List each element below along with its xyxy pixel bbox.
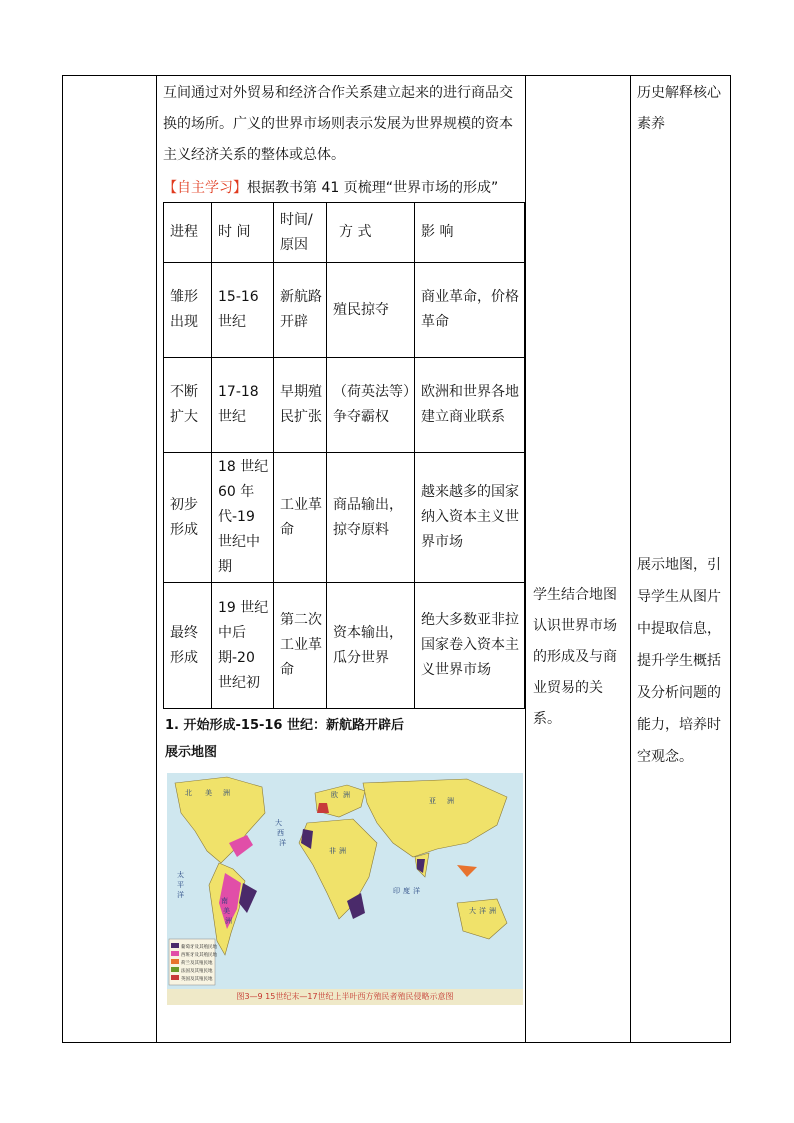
table-cell: 工业革命 [274, 453, 327, 583]
legend-label: 法国及其殖民地 [181, 969, 213, 974]
table-cell: 雏形出现 [164, 263, 212, 358]
map-label: 大 [275, 819, 282, 827]
table-header-cell: 进程 [164, 203, 212, 263]
map-label: 欧 [331, 791, 338, 799]
table-row [164, 453, 525, 583]
table-cell: （荷英法等）争夺霸权 [327, 358, 415, 453]
market-formation-table [163, 202, 525, 709]
column-divider [525, 76, 526, 1042]
world-map-image [167, 773, 523, 989]
map-label: 洲 [225, 917, 232, 925]
table-cell: 17-18世纪 [212, 358, 274, 453]
map-label: 大 [469, 907, 476, 915]
map-label: 北 [185, 789, 192, 797]
legend-label: 英国及其殖民地 [181, 977, 213, 982]
self-study-tag: 【自主学习】 [163, 180, 247, 196]
self-study-heading [163, 177, 498, 199]
legend-swatch [171, 967, 179, 972]
map-label: 非 [329, 847, 336, 855]
map-label: 洲 [489, 907, 496, 915]
literacy-goal: 历史解释核心素养 [637, 85, 721, 132]
legend-swatch [171, 975, 179, 980]
show-map-label: 展示地图 [165, 745, 218, 760]
table-cell: 15-16世纪 [212, 263, 274, 358]
table-header-cell: 影 响 [415, 203, 525, 263]
map-caption: 图3—9 15世纪末—17世纪上半叶西方殖民者殖民侵略示意图 [167, 989, 523, 1005]
map-label: 洋 [177, 891, 184, 899]
table-cell: 初步形成 [164, 453, 212, 583]
table-cell: 绝大多数亚非拉国家卷入资本主义世界市场 [415, 583, 525, 709]
table-row [164, 263, 525, 358]
lesson-table [62, 75, 731, 1043]
map-label: 度 [403, 887, 410, 895]
table-cell: 资本输出，瓜分世界 [327, 583, 415, 709]
table-cell: 欧洲和世界各地建立商业联系 [415, 358, 525, 453]
point-1-heading: 1. 开始形成-15-16 世纪：新航路开辟后 [165, 718, 405, 733]
table-cell: 19 世纪中后期-20 世纪初 [212, 583, 274, 709]
self-study-text: 根据教书第 41 页梳理“世界市场的形成” [247, 180, 499, 196]
legend-label: 荷兰及其殖民地 [181, 961, 213, 966]
student-activity: 学生结合地图认识世界市场的形成及与商业贸易的关系。 [533, 587, 617, 727]
map-label: 洋 [413, 887, 420, 895]
colonial-expansion-map [167, 773, 523, 1005]
map-label: 西 [277, 829, 284, 837]
table-cell: 早期殖民扩张 [274, 358, 327, 453]
intro-paragraph: 互间通过对外贸易和经济合作关系建立起来的进行商品交换的场所。广义的世界市场则表示发展为世界规模的资本主义经济关系的整体或总体。 [163, 85, 513, 163]
table-cell: 殖民掠夺 [327, 263, 415, 358]
table-cell: 越来越多的国家纳入资本主义世界市场 [415, 453, 525, 583]
design-intent: 展示地图，引导学生从图片中提取信息，提升学生概括及分析问题的能力，培养时空观念。 [637, 557, 721, 765]
table-row [164, 358, 525, 453]
table-header-cell: 时间/原因 [274, 203, 327, 263]
map-label: 美 [223, 907, 230, 915]
legend-label: 西班牙及其殖民地 [181, 953, 217, 958]
column-divider [630, 76, 631, 1042]
map-label: 洲 [339, 847, 346, 855]
table-cell: 不断扩大 [164, 358, 212, 453]
table-header-cell: 方 式 [327, 203, 415, 263]
map-label: 洲 [223, 789, 230, 797]
map-label: 南 [221, 897, 228, 905]
table-header-row [164, 203, 525, 263]
map-legend [169, 939, 217, 985]
map-label: 洲 [447, 797, 454, 805]
map-label: 印 [393, 887, 400, 895]
legend-swatch [171, 951, 179, 956]
legend-swatch [171, 959, 179, 964]
map-label: 亚 [429, 797, 436, 805]
table-cell: 第二次工业革命 [274, 583, 327, 709]
map-label: 太 [177, 871, 184, 879]
map-label: 洲 [343, 791, 350, 799]
table-cell: 商品输出，掠夺原料 [327, 453, 415, 583]
legend-label: 葡萄牙及其殖民地 [181, 945, 217, 950]
table-header-cell: 时 间 [212, 203, 274, 263]
table-cell: 商业革命，价格革命 [415, 263, 525, 358]
map-label: 洋 [279, 839, 286, 847]
map-label: 平 [177, 881, 184, 889]
table-row [164, 583, 525, 709]
map-label: 美 [205, 789, 212, 797]
table-cell: 新航路开辟 [274, 263, 327, 358]
map-label: 洋 [479, 907, 486, 915]
column-divider [156, 76, 157, 1042]
table-cell: 18 世纪 60 年代-19 世纪中期 [212, 453, 274, 583]
table-cell: 最终形成 [164, 583, 212, 709]
legend-swatch [171, 943, 179, 948]
